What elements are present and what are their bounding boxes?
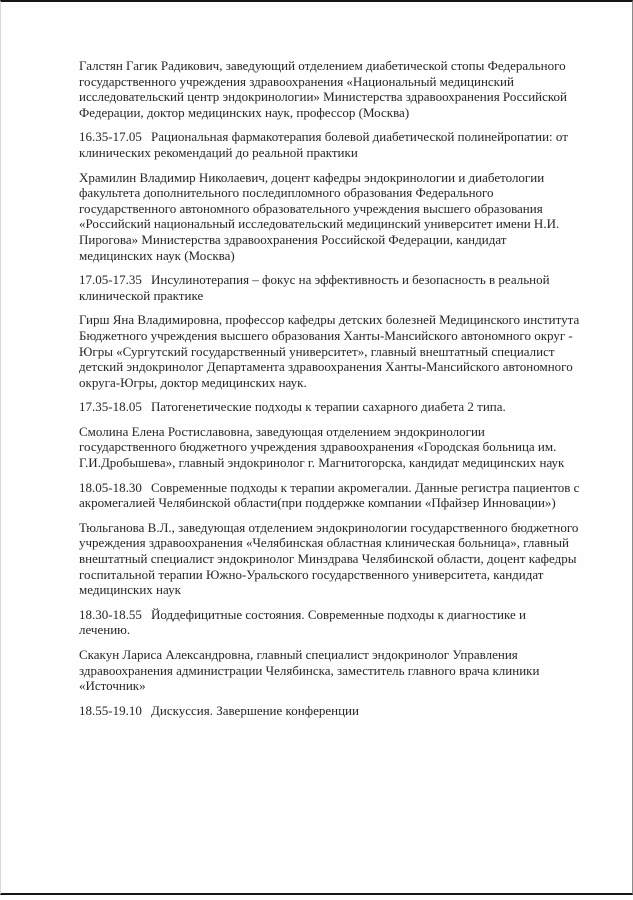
session-time: 18.55-19.10 (79, 702, 142, 718)
session-time: 16.35-17.05 (79, 129, 142, 145)
session-entry (79, 399, 580, 415)
speaker-paragraph: Тюльганова В.Л., заведующая отделением эндокринологии государственного бюджетного учреждения здравоохранения «Челябинская областная клиническая больница», главный внештатный специалист эндокринолог Минздрава Челябинской области, доцент кафедры госпитальной терапии Южно-Уральского государственного университета, кандидат медицинских наук (79, 519, 579, 598)
speaker-paragraph: Скакун Лариса Александровна, главный специалист эндокринолог Управления здравоохранения администрации Челябинска, заместитель главного врача клиники «Источник» (79, 647, 540, 694)
speaker-paragraph: Галстян Гагик Радикович, заведующий отделением диабетической стопы Федерального государственного учреждения здравоохранения «Национальный медицинский исследовательский центр эндокринологии» Министерства здравоохранения Российской Федерации, доктор медицинских наук, профессор (Москва) (79, 58, 567, 120)
session-title: Йоддефицитные состояния. Современные подходы к диагностике и лечению. (79, 606, 526, 638)
session-entry (79, 703, 580, 719)
session-title: Рациональная фармакотерапия болевой диабетической полинейропатии: от клинических рекомендаций до реальной практики (79, 129, 568, 160)
session-time: 17.05-17.35 (79, 272, 142, 288)
session-entry (79, 272, 580, 303)
speaker-paragraph: Храмилин Владимир Николаевич, доцент кафедры эндокринологии и диабетологии факультета дополнительного последипломного образования Федерального государственного автономного образовательного учреждения высшего образования «Российский национальный исследовательский медицинский университет имени Н.И. Пирогова» Министерства здравоохранения Российской Федерации, кандидат медицинских наук (Москва) (79, 169, 560, 263)
session-entry (79, 480, 580, 511)
session-time: 18.05-18.30 (79, 479, 142, 495)
session-entry (79, 129, 580, 160)
session-time: 17.35-18.05 (79, 399, 142, 415)
session-entry (79, 607, 580, 638)
speaker-paragraph: Смолина Елена Ростиславовна, заведующая отделением эндокринологии государственного бюджетного учреждения здравоохранения «Городская больница им. Г.И.Дробышева», главный эндокринолог г. Магнитогорска, кандидат медицинских наук (79, 423, 565, 471)
session-title: Патогенетические подходы к терапии сахарного диабета 2 типа. (151, 399, 506, 415)
session-title: Инсулинотерапия – фокус на эффективность и безопасность в реальной клинической практике (79, 272, 550, 303)
session-title: Дискуссия. Завершение конференции (151, 702, 359, 718)
session-title: Современные подходы к терапии акромегалии. Данные регистра пациентов с акромегалией Челябинской области(при поддержке компании «Пфайзер Инновации») (79, 479, 580, 511)
session-time: 18.30-18.55 (79, 606, 142, 622)
conference-program (1, 2, 632, 718)
speaker-paragraph: Гирш Яна Владимировна, профессор кафедры детских болезней Медицинского института Бюджетного учреждения высшего образования Ханты-Мансийского автономного округ - Югры «Сургутский государственный университет», главный внештатный специалист детский эндокринолог Департамента здравоохранения Ханты-Мансийского автономного округа-Югры, доктор медицинских наук. (79, 312, 580, 390)
